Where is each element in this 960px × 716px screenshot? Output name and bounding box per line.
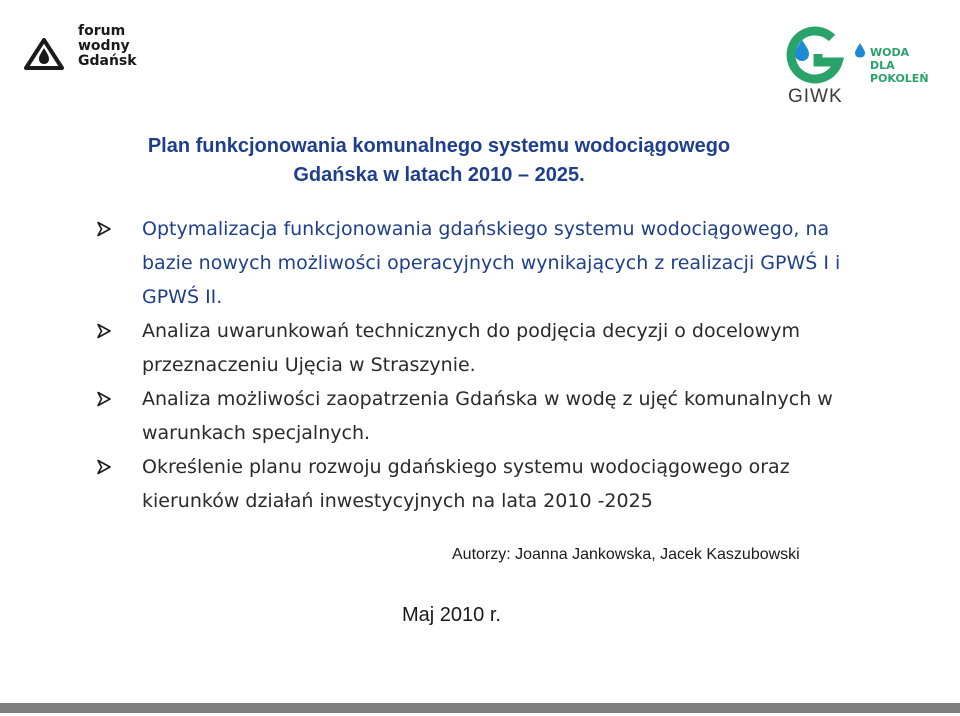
water-drop-icon <box>854 42 866 58</box>
woda-dla-pokolen <box>870 46 929 85</box>
bullet-item <box>96 382 856 450</box>
giwk-logo <box>780 24 950 108</box>
title-line-1: Plan funkcjonowania komunalnego systemu wodociągowego <box>147 135 731 157</box>
bullet-text: Analiza uwarunkowań technicznych do podjęcia decyzji o docelowym przeznaczeniu Ujęcia w Straszynie. <box>142 320 800 376</box>
arrow-bullet-icon <box>96 459 112 475</box>
giwk-g-icon <box>780 24 850 86</box>
logo-line-3: Gdańsk <box>78 53 137 69</box>
bullet-item <box>96 212 856 314</box>
bullet-text: Określenie planu rozwoju gdańskiego systemu wodociągowego oraz kierunków działań inwestycyjnych na lata 2010 -2025 <box>142 456 790 512</box>
giwk-label: GIWK <box>788 86 843 107</box>
bullet-item <box>96 314 856 382</box>
authors: Autorzy: Joanna Jankowska, Jacek Kaszubowski <box>452 546 800 563</box>
footer-bar <box>0 703 960 713</box>
date: Maj 2010 r. <box>402 604 501 626</box>
arrow-bullet-icon <box>96 391 112 407</box>
forum-wodny-logo <box>22 22 162 82</box>
bullet-list <box>96 212 856 518</box>
woda-line-3: POKOLEŃ <box>870 72 929 85</box>
arrow-bullet-icon <box>96 323 112 339</box>
logo-line-2: wodny <box>78 38 130 54</box>
bullet-text: Optymalizacja funkcjonowania gdańskiego systemu wodociągowego, na bazie nowych możliwości operacyjnych wynikających z realizacji GPWŚ I i GPWŚ II. <box>142 218 841 308</box>
bullet-item <box>96 450 856 518</box>
logo-line-1: forum <box>78 23 126 39</box>
bullet-text: Analiza możliwości zaopatrzenia Gdańska w wodę z ujęć komunalnych w warunkach specjalnych. <box>142 388 833 444</box>
page-title <box>94 132 784 190</box>
woda-line-2: DLA <box>870 59 895 72</box>
forum-wodny-icon <box>22 34 70 74</box>
woda-line-1: WODA <box>870 46 910 59</box>
title-line-2: Gdańska w latach 2010 – 2025. <box>293 164 585 186</box>
arrow-bullet-icon <box>96 221 112 237</box>
